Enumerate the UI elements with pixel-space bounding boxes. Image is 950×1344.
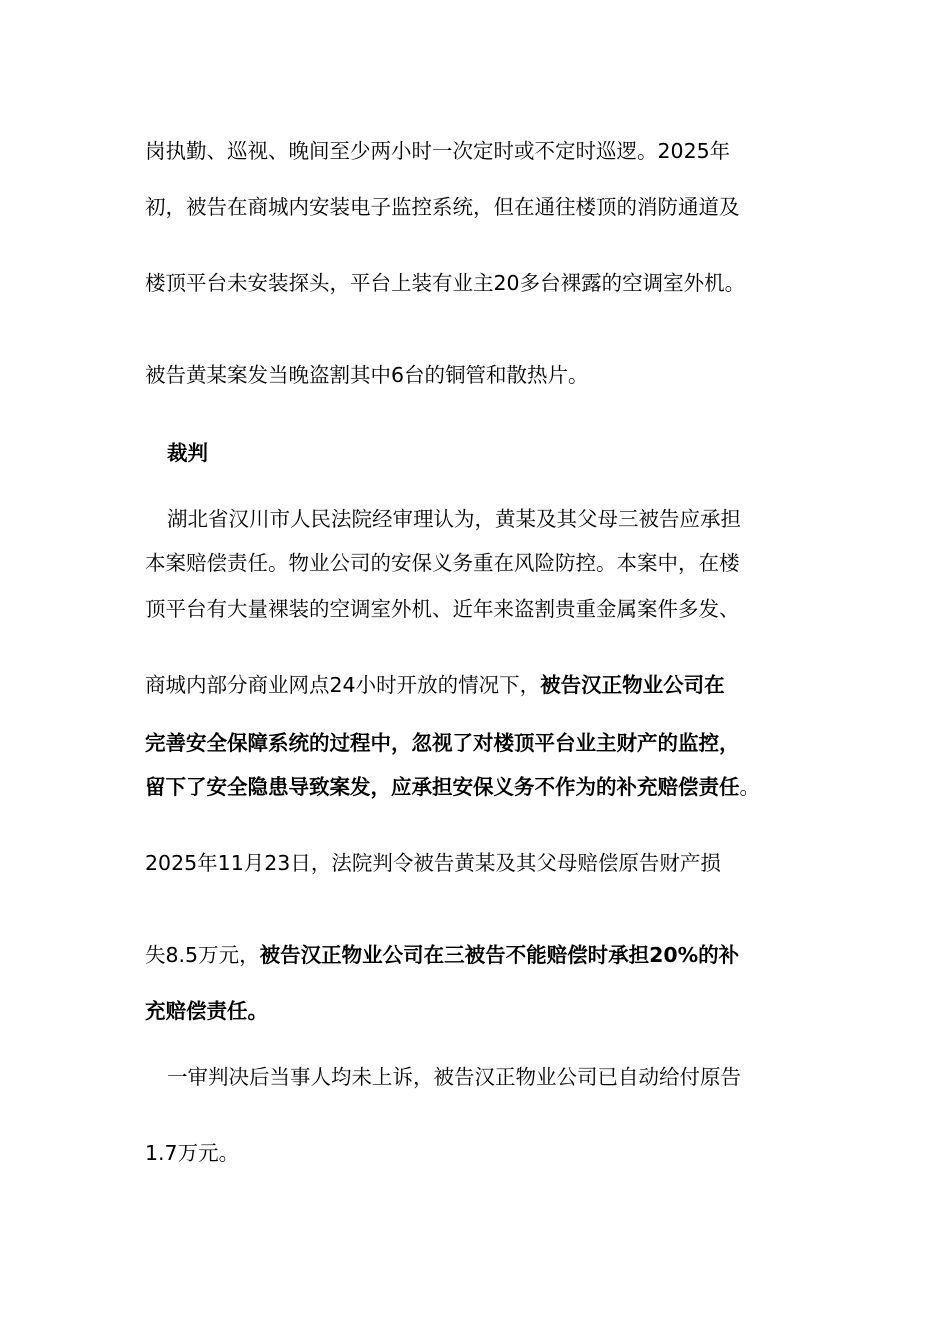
bold-text-run: 被告汉正物业公司在: [540, 673, 725, 697]
paragraph-line: [145, 360, 825, 390]
paragraph-line: [145, 136, 825, 166]
paragraph-line: [145, 772, 825, 802]
paragraph-line: [145, 594, 825, 624]
text-run: 失8.5万元，: [145, 943, 260, 967]
text-run: 岗执勤、巡视、晚间至少两小时一次定时或不定时巡逻。2025年: [145, 139, 731, 163]
paragraph-line: [145, 192, 825, 222]
bold-text-run: 留下了安全隐患导致案发，应承担安保义务不作为的补充赔偿责任: [145, 775, 740, 799]
text-run: 本案赔偿责任。物业公司的安保义务重在风险防控。本案中，在楼: [145, 551, 740, 575]
paragraph-line: [145, 1138, 825, 1168]
text-run: 湖北省汉川市人民法院经审理认为，黄某及其父母三被告应承担: [167, 507, 741, 531]
text-run: 1.7万元。: [145, 1141, 240, 1165]
text-run: 顶平台有大量裸装的空调室外机、近年来盗割贵重金属案件多发、: [145, 597, 740, 621]
text-run: 初，被告在商城内安装电子监控系统，但在通往楼顶的消防通道及: [145, 195, 740, 219]
paragraph-line: [145, 996, 825, 1026]
paragraph-line: [145, 548, 825, 578]
bold-text-run: 充赔偿责任。: [145, 999, 268, 1023]
bold-text-run: 完善安全保障系统的过程中，忽视了对楼顶平台业主财产的监控，: [145, 731, 740, 755]
text-run: 楼顶平台未安装探头，平台上装有业主20多台裸露的空调室外机。: [145, 271, 746, 295]
paragraph-line: [145, 268, 825, 298]
text-run: 。: [739, 775, 760, 799]
text-run: 一审判决后当事人均未上诉，被告汉正物业公司已自动给付原告: [167, 1065, 741, 1089]
paragraph-line: [145, 1062, 847, 1092]
paragraph-line: [145, 940, 825, 970]
paragraph-line: [145, 728, 825, 758]
paragraph-line: [145, 848, 825, 878]
text-run: 被告黄某案发当晚盗割其中6台的铜管和散热片。: [145, 363, 589, 387]
section-heading: [145, 438, 847, 468]
text-run: 商城内部分商业网点24小时开放的情况下，: [145, 673, 541, 697]
paragraph-line: [145, 670, 825, 700]
bold-text-run: 被告汉正物业公司在三被告不能赔偿时承担20%的补: [259, 943, 740, 967]
paragraph-line: [145, 504, 847, 534]
heading-text: 裁判: [167, 441, 208, 465]
text-run: 2025年11月23日，法院判令被告黄某及其父母赔偿原告财产损: [145, 851, 721, 875]
